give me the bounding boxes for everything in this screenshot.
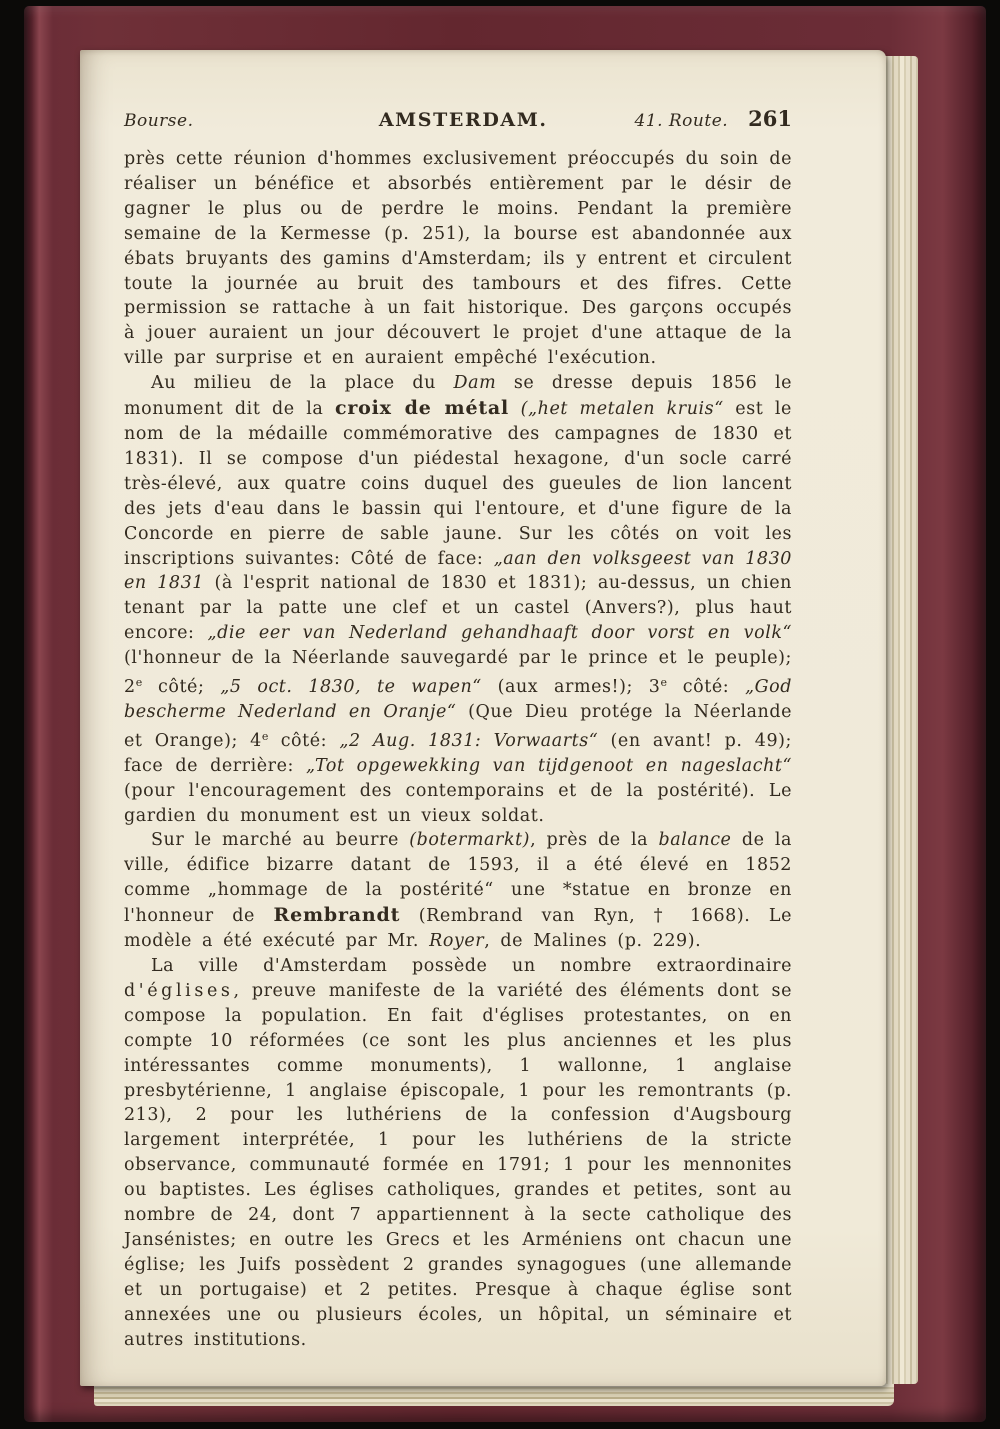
text-run: côté: [666, 677, 745, 698]
text-run: côté; [142, 677, 221, 698]
text-run: près cette réunion d'hommes exclusivement préoccupés du soin de réaliser un bénéfice et absorbés entièrement par le désir de gagner le plus ou de perdre le moins. Pendant la première semaine de la Kermesse (p. 251), la bourse est abandonnée aux ébats bruyants des gamins d'Amsterdam; ils y entrent et circulent toute la journée au bruit des tambours et des fifres. Cette permission se rattache à un fait historique. Des garçons occupés à jouer auraient un jour découvert le projet d'une attaque de la ville par surprise et en auraient empêché l'exécution. [124, 149, 792, 369]
text-run: Au milieu de la place du [151, 373, 454, 394]
running-head-title: AMSTERDAM. [378, 109, 548, 131]
text-run: Sur le marché au beurre [151, 830, 410, 851]
text-run: „God bescherme Nederland en Oranje“ [124, 677, 792, 722]
text-run: (en avant! p. 49); face de derrière: [124, 730, 792, 776]
text-run: „aan den volksgeest van 1830 en 1831 [124, 548, 792, 594]
text-run: d'églises [124, 980, 234, 1001]
text-run: (Que Dieu protége la Néerlande et Orange); 4 [124, 701, 792, 751]
text-run: croix de métal [334, 397, 510, 420]
page-header [124, 106, 792, 131]
text-run [509, 399, 521, 419]
text-run: e [135, 676, 143, 690]
text-run: côté: [268, 730, 340, 751]
text-run: de la ville, édifice bizarre datant de 1593, il a été élevé en 1852 comme „hommage de la postérité“ une *statue en bronze en l'honneur de [124, 830, 792, 927]
text-run: balance [658, 830, 732, 851]
text-run: (aux armes!); 3 [481, 677, 661, 698]
text-run: e [261, 729, 269, 743]
paragraph [124, 371, 792, 828]
text-run: e [660, 676, 667, 690]
book-page [80, 50, 886, 1386]
text-run: (pour l'encouragement des contemporains et de la postérité). Le gardien du monument est un vieux soldat. [124, 780, 792, 826]
text-run: , de Malines (p. 229). [484, 931, 702, 952]
text-run: La ville d'Amsterdam possède un nombre extraordinaire [151, 956, 792, 976]
paragraph [124, 954, 792, 1353]
text-run: (à l'esprit national de 1830 et 1831); au-dessus, un chien tenant par la patte une clef et un castel (Anvers?), plus haut encore: [124, 573, 793, 644]
text-run: „5 oct. 1830, te wapen“ [220, 677, 482, 698]
page-stack-bottom-edge [94, 1384, 894, 1406]
page-body [124, 147, 792, 1353]
text-run: („het metalen kruis“ [520, 399, 724, 420]
running-head-left: Bourse. [124, 111, 194, 131]
text-run: (botermarkt) [409, 830, 531, 851]
text-run: Rembrandt [273, 904, 401, 927]
text-run: „die eer van Nederland gehandhaaft door vorst en volk“ [207, 623, 792, 644]
text-run: (l'honneur de la Néerlande sauvegardé par le prince et le peuple); 2 [124, 648, 792, 698]
page-content [124, 106, 792, 1353]
text-run: , près de la [530, 830, 659, 851]
text-run: (Rembrand van Ryn, † 1668). Le modèle a été exécuté par Mr. [124, 906, 792, 952]
text-run: „Tot opgewekking van tijdgenoot en nageslacht“ [306, 755, 792, 776]
running-head-route: 41. Route. [634, 111, 729, 131]
text-run: est le nom de la médaille commémorative des campagnes de 1830 et 1831). Il se compose d'un piédestal hexagone, d'un socle carré très-élevé, aux quatre coins duquel des gueules de lion lancent des jets d'eau dans le bassin qui l'entoure, et d'une figure de la Concorde en pierre de sable jaune. Sur les côtés on voit les inscriptions suivantes: Côté de face: [124, 399, 792, 569]
text-run: „2 Aug. 1831: Vorwaarts“ [339, 730, 599, 751]
text-run: se dresse depuis 1856 le monument dit de la [124, 373, 793, 420]
text-run: , preuve manifeste de la variété des éléments dont se compose la population. En fait d'églises protestantes, on en compte 10 réformées (ce sont les plus anciennes et les plus intéressantes comme monuments), 1 wallonne, 1 anglaise presbytérienne, 1 anglaise épiscopale, 1 pour les remontrants (p. 213), 2 pour les luthériens de la confession d'Augsbourg largement interprétée, 1 pour les luthériens de la stricte observance, communauté formée en 1791; 1 pour les mennonites ou baptistes. Les églises catholiques, grandes et petites, sont au nombre de 24, dont 7 appartiennent à la secte catholique des Jansénistes; en outre les Grecs et les Arméniens ont chacun une église; les Juifs possèdent 2 grandes synagogues (une allemande et un portugaise) et 2 petites. Presque à chaque église sont annexées une ou plusieurs écoles, un hôpital, un séminaire et autres institutions. [124, 980, 792, 1350]
page-number: 261 [748, 106, 792, 131]
paragraph [124, 147, 792, 371]
page-stack-right-edge [882, 56, 918, 1384]
paragraph [124, 828, 792, 954]
text-run: Dam [453, 373, 497, 394]
text-run: Royer [429, 931, 485, 952]
